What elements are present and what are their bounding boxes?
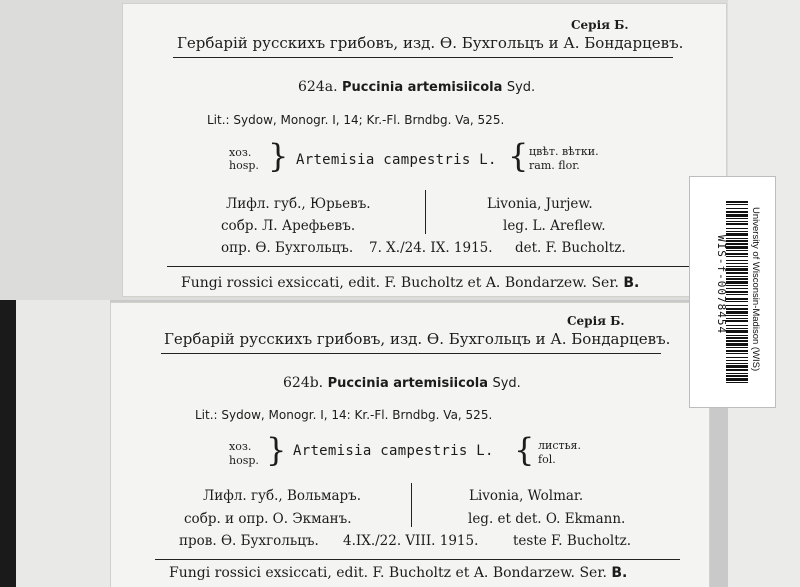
plant-part-ru: листья. (538, 439, 581, 452)
barcode-bar (726, 288, 748, 289)
barcode-bar (726, 278, 748, 280)
barcode-bar (726, 208, 748, 209)
barcode-bar (726, 328, 748, 329)
barcode-bar (726, 294, 748, 295)
barcode-bar (726, 378, 748, 381)
barcode-bar (726, 291, 748, 293)
specimen-number-value: 624b. (283, 375, 324, 391)
brace-right: { (508, 137, 529, 175)
host-name: Artemisia campestris L. (293, 443, 494, 459)
collector-ru: собр. Л. Арефьевъ. (221, 218, 356, 234)
barcode-bar (726, 330, 748, 333)
barcode-bar (726, 305, 748, 306)
collection-date: 7. X./24. IX. 1915. (369, 240, 493, 256)
barcode-bar (726, 369, 748, 371)
brace-left: } (266, 431, 287, 469)
collector-la: leg. et det. O. Ekmann. (468, 511, 626, 527)
barcode-bar (726, 233, 748, 236)
footer-ser: Ser. (591, 275, 619, 291)
barcode-bar (726, 340, 748, 342)
literature-reference: Lit.: Sydow, Monogr. I, 14; Kr.-Fl. Brndbg. Va, 525. (207, 113, 505, 127)
barcode-bar (726, 268, 748, 271)
barcode-bar (726, 298, 748, 300)
barcode-bar (726, 335, 748, 336)
label-624b (111, 303, 709, 587)
brace-right: { (514, 431, 535, 469)
barcode (690, 177, 775, 407)
barcode-bar (726, 243, 748, 245)
footer-series-letter: B. (611, 565, 628, 581)
specimen-number (298, 80, 535, 94)
barcode-bar (726, 360, 748, 361)
footer-rule (155, 559, 680, 560)
determiner-la: teste F. Bucholtz. (513, 533, 632, 549)
host-label-ru: хоз. (229, 440, 252, 453)
barcode-bar (726, 276, 748, 277)
host-name: Artemisia campestris L. (296, 152, 497, 168)
host-label-la: hosp. (229, 159, 259, 172)
literature-reference: Lit.: Sydow, Monogr. I, 14: Kr.-Fl. Brndbg. Va, 525. (195, 408, 493, 422)
locality-ru: Лифл. губ., Юрьевъ. (226, 196, 371, 212)
barcode-bar (726, 343, 748, 346)
barcode-bar (726, 308, 748, 310)
barcode-bar (726, 218, 748, 219)
barcode-bar (726, 223, 748, 225)
barcode-bar (726, 256, 748, 257)
barcode-bar (726, 250, 748, 251)
collection-date: 4.IX./22. VIII. 1915. (343, 533, 479, 549)
footer-ser: Ser. (579, 565, 607, 581)
barcode-bar (726, 373, 748, 374)
barcode-bar (726, 240, 748, 242)
series-tag: Серія Б. (571, 18, 629, 32)
barcode-bar (726, 357, 748, 358)
plant-part-la: fol. (538, 453, 556, 466)
determiner-la: det. F. Bucholtz. (515, 240, 626, 256)
barcode-bar (726, 382, 748, 383)
specimen-number (283, 376, 521, 390)
plant-part-la: ram. flor. (529, 159, 580, 172)
barcode-bar (726, 350, 748, 352)
herbarium-title: Гербарій русскихъ грибовъ, изд. Ө. Бухгольцъ и А. Бондарцевъ. (177, 34, 684, 52)
barcode-bar (726, 204, 748, 205)
barcode-bar (726, 263, 748, 264)
species-author: Syd. (492, 376, 521, 391)
barcode-bar (726, 272, 748, 274)
barcode-bar (726, 238, 748, 239)
collector-ru: собр. и опр. О. Экманъ. (184, 511, 352, 527)
column-divider (425, 190, 426, 234)
label-624a (123, 4, 726, 296)
barcode-bar (726, 347, 748, 348)
barcode-bar (726, 266, 748, 267)
herbarium-title: Гербарій русскихъ грибовъ, изд. Ө. Бухгольцъ и А. Бондарцевъ. (164, 330, 671, 348)
locality-ru: Лифл. губ., Вольмаръ. (203, 488, 362, 504)
barcode-bar (726, 363, 748, 364)
barcode-bar (726, 365, 748, 368)
plant-part-ru: цвѣт. вѣтки. (529, 145, 599, 158)
barcode-card (690, 177, 775, 407)
series-tag: Серія Б. (567, 314, 625, 328)
collector-la: leg. L. Areflew. (503, 218, 606, 234)
determiner-ru: опр. Ө. Бухгольцъ. (221, 240, 354, 256)
footer-line (181, 276, 639, 290)
barcode-bar (726, 228, 748, 229)
barcode-bar (726, 337, 748, 339)
footer-text: Fungi rossici exsiccati, edit. F. Bucholtz et A. Bondarzew. (181, 275, 587, 291)
footer-text: Fungi rossici exsiccati, edit. F. Bucholtz et A. Bondarzew. (169, 565, 575, 581)
brace-left: } (268, 137, 289, 175)
barcode-bar (726, 375, 748, 377)
title-underline (173, 57, 673, 58)
barcode-bar (726, 353, 748, 354)
barcode-bars (726, 201, 748, 383)
background-sheet-left (16, 300, 110, 587)
specimen-number-value: 624a. (298, 79, 338, 95)
barcode-bar (726, 285, 748, 286)
footer-line (169, 566, 627, 580)
barcode-bar (726, 221, 748, 222)
title-underline (161, 353, 661, 354)
species-author: Syd. (506, 80, 536, 95)
footer-rule (167, 266, 697, 267)
barcode-bar (726, 320, 748, 322)
barcode-id: WIS-f-0078454 (715, 235, 728, 335)
barcode-bar (726, 311, 748, 314)
barcode-bar (726, 246, 748, 249)
species-name: Puccinia artemisiicola (327, 376, 488, 391)
barcode-bar (726, 231, 748, 232)
barcode-bar (726, 253, 748, 255)
barcode-bar (726, 315, 748, 316)
barcode-bar (726, 211, 748, 213)
barcode-bar (726, 201, 748, 203)
barcode-bar (726, 301, 748, 302)
locality-la: Livonia, Wolmar. (469, 488, 584, 504)
barcode-bar (726, 214, 748, 217)
host-label-ru: хоз. (229, 146, 252, 159)
locality-la: Livonia, Jurjew. (487, 196, 593, 212)
footer-series-letter: B. (623, 275, 640, 291)
barcode-bar (726, 281, 748, 284)
species-name: Puccinia artemisiicola (341, 80, 503, 95)
barcode-bar (726, 318, 748, 319)
barcode-bar (726, 325, 748, 326)
determiner-ru: пров. Ө. Бухгольцъ. (179, 533, 319, 549)
column-divider (411, 483, 412, 527)
host-label-la: hosp. (229, 454, 259, 467)
dark-margin (0, 300, 16, 587)
barcode-bar (726, 260, 748, 261)
barcode-institution: University of Wisconsin-Madison (WIS) (750, 207, 761, 372)
